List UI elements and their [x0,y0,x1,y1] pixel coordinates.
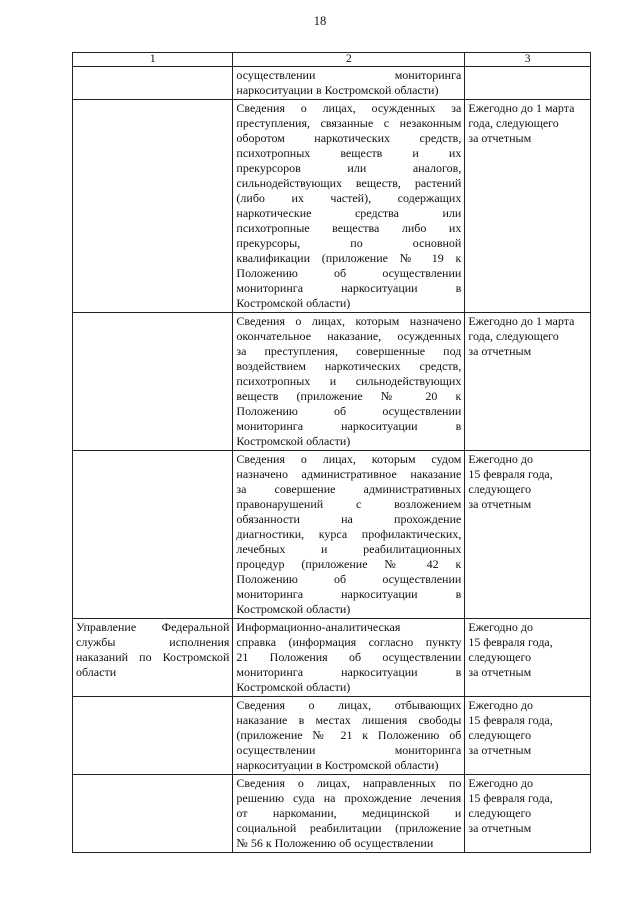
text-line: 15 февраля года, [468,791,553,805]
text-line: службы исполнения [76,635,230,649]
text-line: года, следующего [468,329,559,343]
text-line: (либо их частей), содержащих [236,191,462,205]
text-line: Сведения о лицах, которым назначено [236,314,462,328]
table-row [73,619,591,697]
text-line: за отчетным [468,131,532,145]
deadline-cell [465,313,591,451]
table-row [73,67,591,100]
text-line: наказаний по Костромской [76,650,230,664]
header-cell: 1 [73,53,233,67]
text-line: наркоситуации в Костромской области) [236,758,439,772]
text-line: за отчетным [468,821,532,835]
text-line: наказание в местах лишения свободы [236,713,462,727]
report-cell [233,775,465,853]
text-line: 15 февраля года, [468,467,553,481]
agency-cell [73,619,233,697]
deadline-cell [465,451,591,619]
text-line: Ежегодно до [468,698,534,712]
text-line: осуществлении мониторинга [236,68,462,82]
report-cell [233,619,465,697]
text-line: области [76,665,117,679]
text-line: мониторинга наркоситуации в [236,281,462,295]
text-line: Ежегодно до [468,620,534,634]
text-line: обязанности на прохождение [236,512,462,526]
text-line: Сведения о лицах, осужденных за [236,101,462,115]
deadline-cell [465,697,591,775]
header-cell: 2 [233,53,465,67]
text-line: за отчетным [468,665,532,679]
text-line: 15 февраля года, [468,713,553,727]
text-line: Костромской области) [236,602,351,616]
text-line: мониторинга наркоситуации в [236,419,462,433]
deadline-cell [465,67,591,100]
text-line: социальной реабилитации (приложение [236,821,462,835]
text-line: года, следующего [468,116,559,130]
text-line: (приложение № 21 к Положению об [236,728,462,742]
table-row [73,775,591,853]
text-line: справка (информация согласно пункту [236,635,462,649]
monitoring-table [72,52,591,853]
deadline-cell [465,100,591,313]
table-row [73,313,591,451]
agency-cell [73,313,233,451]
text-line: оборотом наркотических средств, [236,131,462,145]
text-line: веществ (приложение № 20 к [236,389,462,403]
text-line: от наркомании, медицинской и [236,806,462,820]
table-row [73,100,591,313]
text-line: наркотические средства или [236,206,462,220]
header-cell: 3 [465,53,591,67]
text-line: процедур (приложение № 42 к [236,557,462,571]
text-line: решению суда на прохождение лечения [236,791,462,805]
agency-cell [73,451,233,619]
text-line: Положению об осуществлении [236,572,462,586]
text-line: мониторинга наркоситуации в [236,587,462,601]
text-line: следующего [468,806,532,820]
text-line: психотропных и сильнодействующих [236,374,462,388]
text-line: 21 Положения об осуществлении [236,650,462,664]
text-line: Костромской области) [236,434,351,448]
page-number: 18 [313,14,327,28]
agency-cell [73,67,233,100]
text-line: следующего [468,650,532,664]
deadline-cell [465,619,591,697]
deadline-cell [465,775,591,853]
text-line: преступления, связанные с незаконным [236,116,462,130]
text-line: Положению об осуществлении [236,404,462,418]
text-line: правонарушений с возложением [236,497,462,511]
header-row [73,53,591,67]
report-cell [233,697,465,775]
text-line: Управление Федеральной [76,620,230,634]
text-line: окончательное наказание, осужденных [236,329,462,343]
text-line: квалификации (приложение № 19 к [236,251,462,265]
agency-cell [73,775,233,853]
table-row [73,451,591,619]
report-cell [233,313,465,451]
text-line: психотропных веществ и их [236,146,462,160]
text-line: Сведения о лицах, которым судом [236,452,462,466]
text-line: следующего [468,482,532,496]
table-row [73,697,591,775]
text-line: за преступления, совершенные под [236,344,462,358]
text-line: Ежегодно до [468,452,534,466]
text-line: сильнодействующих веществ, растений [236,176,462,190]
text-line: следующего [468,728,532,742]
text-line: за совершение административных [236,482,462,496]
text-line: мониторинга наркоситуации в [236,665,462,679]
text-line: Информационно-аналитическая [236,620,401,634]
report-cell [233,67,465,100]
text-line: Сведения о лицах, отбывающих [236,698,462,712]
text-line: наркоситуации в Костромской области) [236,83,439,97]
text-line: осуществлении мониторинга [236,743,462,757]
text-line: Костромской области) [236,680,351,694]
text-line: назначено административное наказание [236,467,462,481]
text-line: диагностики, курса профилактических, [236,527,462,541]
text-line: Положению об осуществлении [236,266,462,280]
text-line: лечебных и реабилитационных [236,542,462,556]
text-line: Костромской области) [236,296,351,310]
text-line: за отчетным [468,344,532,358]
text-line: Ежегодно до [468,776,534,790]
text-line: Ежегодно до 1 марта [468,314,575,328]
text-line: прекурсоров или аналогов, [236,161,462,175]
text-line: Сведения о лицах, направленных по [236,776,462,790]
text-line: за отчетным [468,743,532,757]
text-line: воздействием наркотических средств, [236,359,462,373]
text-line: прекурсоры, по основной [236,236,462,250]
agency-cell [73,100,233,313]
agency-cell [73,697,233,775]
text-line: за отчетным [468,497,532,511]
report-cell [233,100,465,313]
text-line: 15 февраля года, [468,635,553,649]
text-line: № 56 к Положению об осуществлении [236,836,434,850]
text-line: Ежегодно до 1 марта [468,101,575,115]
report-cell [233,451,465,619]
text-line: психотропные вещества либо их [236,221,462,235]
